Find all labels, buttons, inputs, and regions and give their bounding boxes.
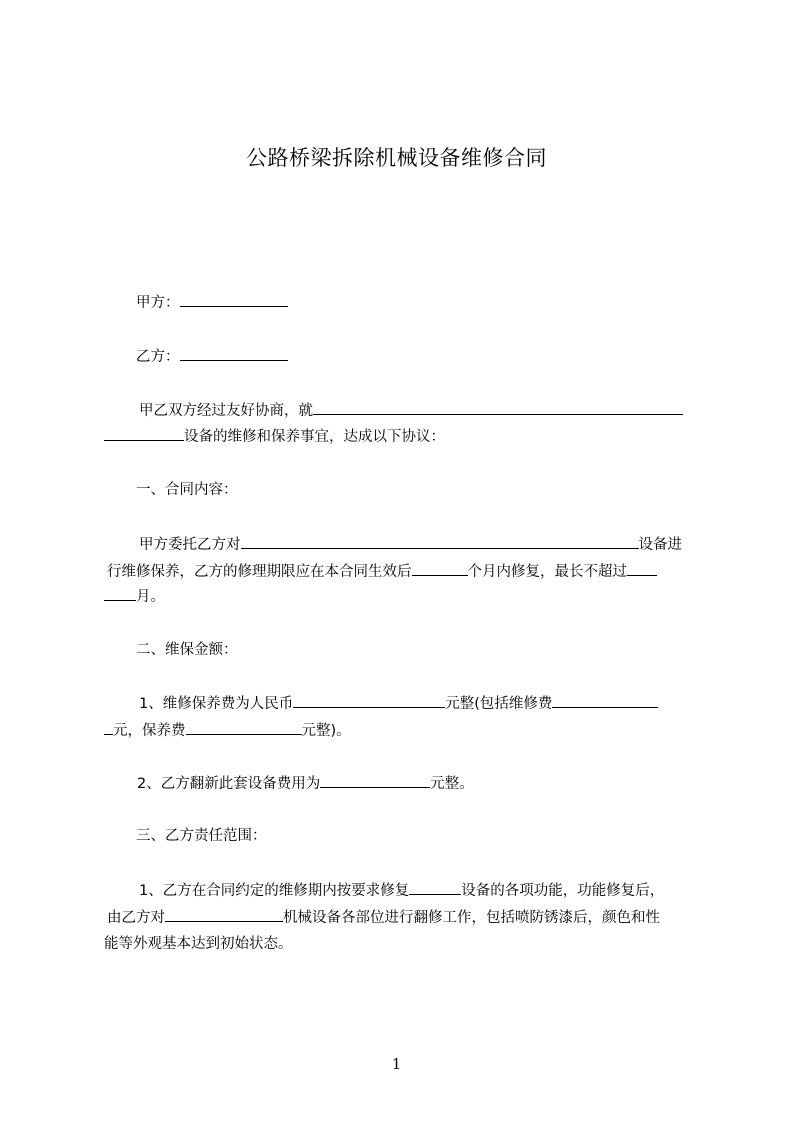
section3-item1-line2-suffix: 机械设备各部位进行翻修工作，包括喷防锈漆后，颜色和性 [283, 910, 660, 926]
document-title: 公路桥梁拆除机械设备维修合同 [246, 146, 547, 170]
section3-item1-line-2 [107, 907, 660, 928]
section1-line2-middle: 个月内修复，最长不超过 [467, 564, 627, 580]
intro-line-1 [139, 400, 683, 421]
party-b-line [136, 346, 288, 367]
intro-line-2 [104, 426, 445, 447]
section1-line2-prefix: 行维修保养，乙方的修理期限应在本合同生效后 [107, 564, 412, 580]
section3-item1-line1-prefix: 1、乙方在合同约定的维修期内按要求修复 [139, 883, 410, 899]
section2-blank-maintenance [186, 720, 302, 735]
section2-item1-line-2 [104, 720, 351, 741]
section1-blank-equipment [241, 534, 639, 549]
section1-line-2 [107, 561, 657, 582]
section1-line3-suffix: 月。 [136, 589, 165, 605]
section2-item1-prefix: 1、维修保养费为人民币 [139, 696, 294, 712]
party-b-label: 乙方： [136, 349, 180, 365]
section3-item1-line-3: 能等外观基本达到初始状态。 [104, 936, 293, 952]
section2-item2-line [137, 773, 474, 794]
section2-item2-suffix: 元整。 [430, 776, 474, 792]
section1-line1-suffix: 设备进 [638, 537, 682, 553]
section3-item1-line2-prefix: 由乙方对 [107, 910, 165, 926]
party-a-line [136, 292, 288, 313]
section2-heading: 二、维保金额： [136, 642, 238, 658]
section2-blank-total [293, 693, 445, 708]
section2-item2-prefix: 2、乙方翻新此套设备费用为 [137, 776, 321, 792]
section3-heading: 三、乙方责任范围： [136, 828, 267, 844]
section1-heading: 一、合同内容： [136, 482, 238, 498]
section1-blank-months [412, 561, 468, 576]
intro-text-2: 设备的维修和保养事宜，达成以下协议： [184, 429, 445, 445]
section1-line1-prefix: 甲方委托乙方对 [139, 537, 241, 553]
party-a-label: 甲方： [136, 295, 180, 311]
section1-blank-max-b [104, 586, 136, 601]
section2-item1-line2-a: 元，保养费 [113, 723, 186, 739]
section1-blank-max-a [627, 561, 657, 576]
section2-blank-repair-b [104, 720, 113, 735]
section3-blank-machinery [165, 907, 283, 922]
section2-item1-line2-b: 元整)。 [301, 723, 351, 739]
section3-item1-line-1 [139, 880, 664, 901]
intro-text-1: 甲乙双方经过友好协商，就 [139, 403, 313, 419]
section3-item1-line1-suffix: 设备的各项功能，功能修复后， [461, 883, 665, 899]
section1-line-3 [104, 586, 165, 607]
party-b-blank [180, 346, 288, 361]
intro-blank-1 [313, 400, 683, 415]
party-a-blank [180, 292, 288, 307]
section2-item1-line-1 [139, 693, 658, 714]
intro-blank-2 [104, 426, 184, 441]
section3-blank-equipment [409, 880, 461, 895]
section2-blank-renovation [320, 773, 430, 788]
page-number: 1 [391, 1055, 402, 1073]
section2-blank-repair-a [552, 693, 658, 708]
section1-line-1 [139, 534, 682, 555]
section2-item1-middle: 元整(包括维修费 [445, 696, 553, 712]
